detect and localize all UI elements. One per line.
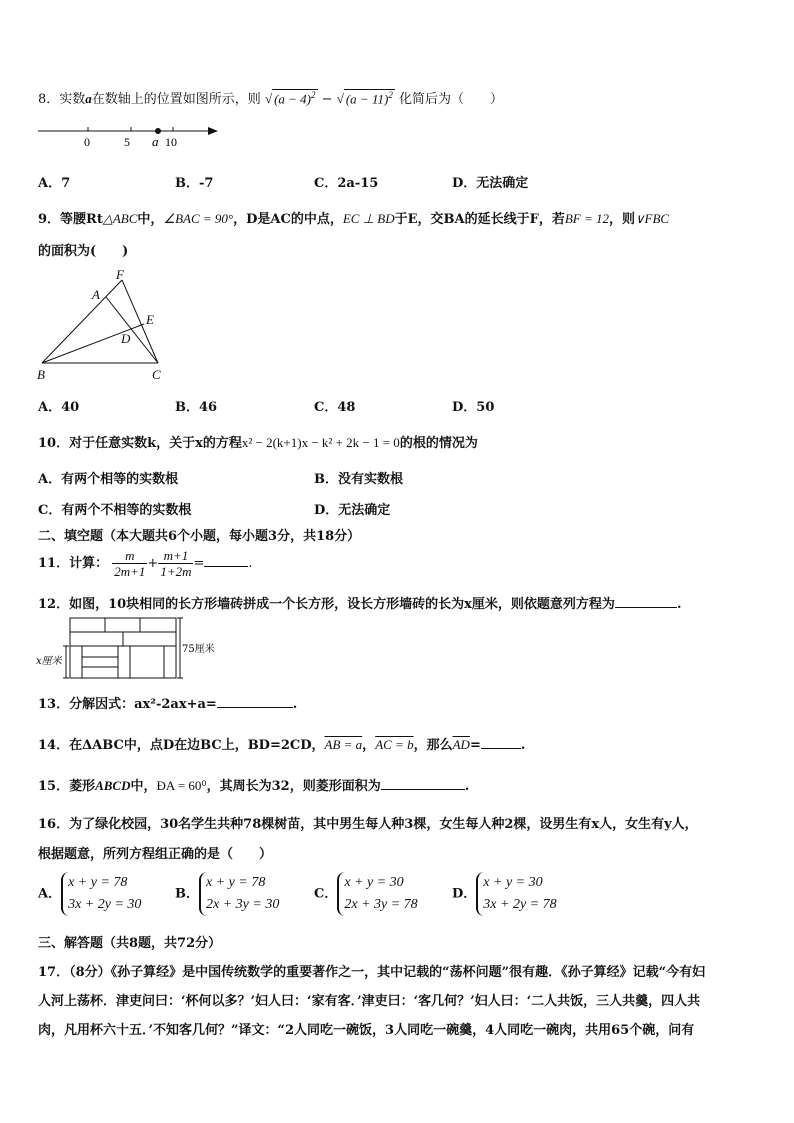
q15-text-c: ，其周长为32，则菱形面积为 — [206, 779, 381, 794]
q17-line3: 肉，凡用杯六十五．’不知客几何？”译文：“2人同吃一碗饭，3人同吃一碗羹，4人同吃一碗肉，共用65个碗，问有 — [38, 1023, 695, 1038]
q9-text-c: ，D是AC的中点， — [233, 212, 343, 227]
section-3-heading: 三、解答题（共8题，共72分） — [38, 936, 222, 951]
axis-label-10: 10 — [165, 135, 177, 149]
q17-line1: 17．（8分）《孙子算经》是中国传统数学的重要著作之一，其中记载的“荡杯问题”很有趣．《孙子算经》记载“今有妇 — [38, 965, 706, 980]
q12-stem — [38, 593, 681, 612]
q8-minus: − — [321, 92, 333, 107]
q11-f1-num: m — [112, 548, 147, 564]
segment-bf — [42, 280, 122, 363]
q13 — [38, 693, 297, 712]
q8-root1-exp: 2 — [311, 89, 316, 100]
q9-triangle-figure — [34, 268, 174, 383]
q16-c-eq2: 2x + 3y = 78 — [344, 897, 418, 912]
q14-equals: = — [469, 738, 481, 753]
q9-triangle: △ABC — [102, 211, 138, 226]
label-b: B — [37, 367, 45, 382]
outer-rectangle — [70, 618, 176, 678]
label-c: C — [152, 367, 161, 382]
q16-option-b-label: B． — [175, 886, 199, 902]
q10-equation: x² − 2(k+1)x − k² + 2k − 1 = 0 — [241, 435, 400, 450]
q10-stem-b: 的根的情况为 — [399, 436, 478, 451]
q8-stem-pre: 8．实数 — [38, 92, 86, 107]
q9-text-e: ，则 — [608, 212, 635, 227]
label-d: D — [121, 331, 131, 346]
q12-text: 12．如图，10块相同的长方形墙砖拼成一个长方形，设长方形墙砖的长为x厘米，则依题意列方程为 — [38, 597, 615, 612]
q16-option-b-system — [199, 872, 279, 916]
q10-option-a: A．有两个相等的实数根 — [38, 472, 179, 487]
q14-vector-ab: AB = a — [324, 737, 363, 752]
q8-stem-mid: 在数轴上的位置如图所示，则 — [91, 92, 261, 107]
q8-root2: √ $(a - 11)^2$ — [336, 89, 393, 106]
q11-plus: + — [147, 556, 159, 571]
axis-label-0: 0 — [84, 135, 90, 149]
q10-option-c: C．有两个不相等的实数根 — [38, 503, 192, 518]
q16-d-eq1: x + y = 30 — [483, 875, 543, 890]
q16-b-eq1: x + y = 78 — [206, 875, 266, 890]
q13-suffix: . — [292, 697, 298, 712]
q13-expression: ax²-2ax+a= — [134, 697, 217, 712]
q16-line2: 根据题意，所列方程组正确的是（ ） — [38, 847, 273, 862]
axis-label-a: a — [152, 134, 159, 149]
q8-var-a: a — [85, 91, 92, 106]
q9-text-d: 于E，交BA的延长线于F，若 — [394, 212, 565, 227]
q16-a-eq2: 3x + 2y = 30 — [68, 897, 142, 912]
q8-option-b: B．-7 — [175, 176, 214, 191]
q9-line2: 的面积为( ) — [38, 244, 129, 259]
q16-option-a — [38, 872, 141, 916]
label-a: A — [92, 287, 100, 302]
q16-option-c — [314, 872, 418, 916]
q8-option-c: C．2a-15 — [314, 176, 379, 191]
q10-option-b: B．没有实数根 — [314, 472, 403, 487]
q8-root1-expr: (a − 4) — [274, 91, 312, 106]
q15-text-b: 中， — [130, 779, 157, 794]
q15 — [38, 775, 469, 794]
q9-line1 — [38, 208, 669, 227]
q9-text-a: 9．等腰Rt — [38, 212, 103, 227]
q9-angle: ∠BAC = 90° — [163, 211, 234, 226]
q11-suffix: . — [248, 556, 253, 571]
q15-suffix: . — [464, 779, 470, 794]
number-line-arrow — [208, 127, 218, 135]
q9-option-c: C．48 — [314, 400, 356, 415]
label-x-cm: x厘米 — [36, 656, 62, 667]
q10-stem — [38, 432, 478, 451]
q11-f2-den: 1+2m — [160, 564, 192, 579]
q14 — [38, 734, 525, 753]
q14-suffix: . — [520, 738, 526, 753]
q15-answer-blank[interactable] — [381, 789, 465, 790]
q8-stem — [38, 88, 503, 107]
segment-ac — [106, 297, 158, 363]
q9-option-d: D．50 — [452, 400, 495, 415]
q8-stem-post: 化简后为（ ） — [398, 92, 503, 107]
q15-text-a: 15．菱形 — [38, 779, 96, 794]
q9-perp: EC ⊥ BD — [342, 211, 395, 226]
q16-option-d-label: D． — [452, 886, 477, 902]
q14-vector-ac: AC = b — [375, 737, 414, 752]
q16-option-b — [175, 872, 279, 916]
q8-root2-exp: 2 — [388, 89, 393, 100]
q12-suffix: . — [676, 597, 682, 612]
q9-fbc: ∨FBC — [635, 211, 670, 226]
q11-f1-den: 2m+1 — [114, 564, 146, 579]
q8-option-d: D．无法确定 — [452, 176, 529, 191]
q8-root1: √ $(a - 4)^2$ — [264, 89, 316, 106]
q16-d-eq2: 3x + 2y = 78 — [483, 897, 557, 912]
q11-fraction-2 — [158, 548, 193, 579]
q16-option-d-system — [476, 872, 556, 916]
q16-option-a-system — [61, 872, 141, 916]
q11-fraction-1 — [112, 548, 147, 579]
q16-line1: 16．为了绿化校园，30名学生共种78棵树苗，其中男生每人种3棵，女生每人种2棵，设男生有x人，女生有y人， — [38, 817, 698, 832]
q15-angle: ÐA = 60⁰ — [156, 778, 207, 793]
q9-option-b: B．46 — [175, 400, 218, 415]
q10-stem-a: 10．对于任意实数k，关于x的方程 — [38, 436, 242, 451]
q11-prefix: 11．计算： — [38, 556, 109, 571]
number-line — [36, 122, 226, 152]
q9-option-a: A．40 — [38, 400, 80, 415]
q8-root2-expr: (a − 11) — [345, 91, 389, 106]
axis-label-5: 5 — [124, 135, 130, 149]
q12-answer-blank[interactable] — [615, 607, 677, 608]
q11-equals: = — [193, 556, 205, 571]
q13-text: 13．分解因式： — [38, 697, 135, 712]
q15-abcd: ABCD — [95, 778, 131, 793]
q17-line2: 人河上荡杯．津吏问曰：‘杯何以多？’妇人曰：‘家有客．’津吏曰：‘客几何？’妇人曰：‘二人共饭，三人共羹，四人共 — [38, 994, 701, 1009]
q14-answer-blank[interactable] — [481, 748, 521, 749]
q16-option-d — [452, 872, 557, 916]
q9-bf: BF = 12 — [564, 211, 609, 226]
q10-option-d: D．无法确定 — [314, 503, 391, 518]
q16-b-eq2: 2x + 3y = 30 — [206, 897, 280, 912]
q8-option-a: A．7 — [38, 176, 71, 191]
q11-f2-num: m+1 — [158, 548, 193, 564]
label-f: F — [116, 267, 124, 282]
q14-comma: ， — [362, 738, 376, 753]
label-75-cm: 75厘米 — [182, 644, 215, 655]
q14-vector-ad: $\overline{AD}$ — [452, 737, 470, 752]
q14-text-a: 14．在ΔABC中，点D在边BC上，BD=2CD， — [38, 738, 325, 753]
section-2-heading: 二、填空题（本大题共6个小题，每小题3分，共18分） — [38, 529, 361, 544]
q9-text-b: 中， — [137, 212, 164, 227]
q16-c-eq1: x + y = 30 — [344, 875, 404, 890]
q12-brick-figure — [36, 616, 215, 682]
q16-option-a-label: A． — [38, 886, 62, 902]
label-e: E — [146, 312, 154, 327]
q13-answer-blank[interactable] — [217, 707, 293, 708]
q14-text-b: ，那么 — [413, 738, 453, 753]
q16-option-c-label: C． — [314, 886, 338, 902]
q16-option-c-system — [337, 872, 417, 916]
q11-answer-blank[interactable] — [204, 566, 248, 567]
q16-a-eq1: x + y = 78 — [68, 875, 128, 890]
q11 — [38, 548, 253, 579]
